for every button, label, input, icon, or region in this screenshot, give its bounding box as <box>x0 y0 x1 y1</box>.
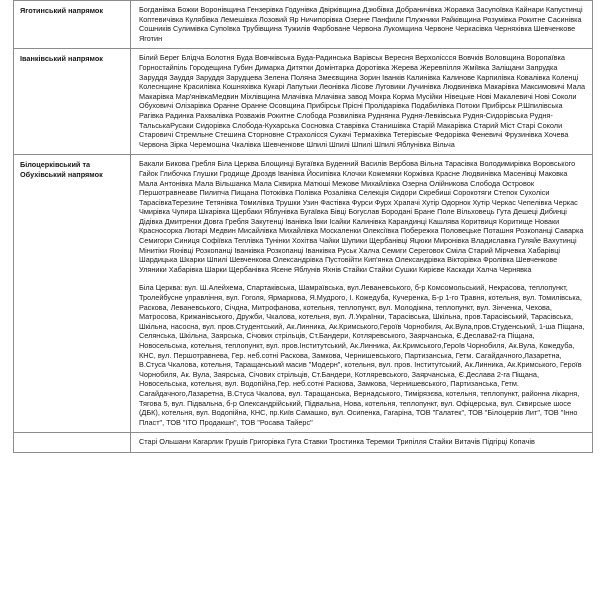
region-name: Яготинський напрямок <box>14 1 131 49</box>
table-row <box>14 1 593 49</box>
settlements-table <box>13 0 593 453</box>
settlements-cell <box>131 155 593 433</box>
table-row <box>14 49 593 155</box>
region-name: Іванківський напрямок <box>14 49 131 155</box>
settlements-cell <box>131 49 593 155</box>
region-name: Білоцерківський та Обухівський напрямок <box>14 155 131 433</box>
settlements-paragraph: Біла Церква: вул. Ш.Алейхема, Спартаківська, Шамраївська, вул.Леваневського, б-р Комсомольський, Некрасова, теплопункт, Тролейбусне управління, вул. Гоголя, Ярмаркова, Я.Мудрого, І. Кожедуба, Кучеренка, Б-р 1-го Травня, котельня, вул. Томилівська, Раскова, Леваневського, Січдна, Митрофанова, котельня, теплопункт, вул. Молодіжна, теплопункт, вул. Зінченка, Чехова, Матросова, Крижанівського, Дружби, Чкалова, котельня, вул. Л.Українки, Тарасівська, Шкільна, пров.Тарасівський, Тарасівська, Шкільна, насосна, вул. пров.Студентський, Ак.Линника, Ак.Кримського,Героїв Чорнобиля, Ак.Вула,пров.Студенський, 1-ша Піщана, Селянська, Шкільна, Заярська, Січових стрільців, Ст.Бандери, Котляревського, Заярчанська, Є.Деслава2-га Піщана, Новосельська, котельня, теплопункт, вул. пров.Інститутський, Ак.Линника, Ак.Кримського,Героїв Чорнобиля, Ак.Вула, Кожедуба, КНС, вул. Першотравнева, Гер. неб.сотні Раскова, Замкова, Чернишевського, Партизанська, Гетм. Сагайдачного,Лазаретна, В.Стуса Чкалова, котельня, Таращанський масив "Модерн", котельня, вул. пров. Інститутський, Ак.Линника, Ак.Кримського, Героїв Чорнобиля, Ак. Вула, Заярська, Січових стрільців, Ст.Бандери, Котляревського, Заярчанська, Є.Деслава 2-га Піщана, Новосельська, котельня, вул. Водопійна,Гер. неб.сотні Раскова, Замкова, Чернишевського, Партизанська, Гетм. Сагайдачного,Лазаретна, В.Стуса Чкалова, вул. Таращанська, Вернадського, Тимірязєва, котельня, теплопункт, районна лікарня, Тягова 5, вул. Підвальна, б-р Олександрійський, Підвальна, Нова, котельня, теплопункт, вул. Офіцерська, вул. Сквирське шосе (ДБК), котельня, вул. Водопійна, КНС, пр.Київ Самашко, вул. Осипенка, Гагаріна, ТОВ "Галатек", ТОВ "Білоцерків Лит", ТОВ "Інно Пласт", ТОВ "ІТО Продакшн", ТОВ "Росава Тайерс" <box>139 283 585 427</box>
settlements-cell <box>131 1 593 49</box>
settlements-paragraph: Білий Берег Блідча Болотня Буда Вовчківська Буда-Радинська Варівськ Вересня Верхоліссся Вовчків Воловщина Воропаївка Горностайпіль Городещина Губин Димарка Дитятки Домінтарка Доротівка Жерева Жеревпілля Жміївка Заліщани Запрудка Заруддя Зауддя Заруддя Зарудцева Зелена Поляна Змеєвщина Зорин Іванків Калинівка Калинове Карпилівка Ковалівка Коленці Колеснщине Красилівка Кошняхівка Кукарі Лапутьки Леонівка Лісове Луговики Лучинівка Людвинівка Макарівка Максимовичі Мала Макарівка Мар'янівкаМедвин Міхлівщина Млачівка Млачівка завод Мокра Корма Мусійки Нівецьке Нові Макалевичі Нові Соколи Обуховичі Олізарівка Оранне Оранне Осовщина Прибірськ Прісні Пролідарівка Подабилівка Потоки Прибірськ Р.Шпилівська Рагівка Радинка Рахвалівка Розважів Рокитне Слобода Розвилівка Руднянка Рудня-Левківська Рудня-Сидорівська Рудня-ТальськаРусаки Сидорівка Слобода-Кухарська Сосновка Ставрівка Станишівка Старій Макарівка Старий Міст Старі Соколи Старовичі Стремльне Стешина Сторновне Страхолісся Сукачі Термахівка Тетерівське Федорівка Феневичі Фрузинівка Хочева Червона Зірка Черемошна Чкалівка Шевченкове Шпилі Шпилі Шпилі Шпилі Яблунівка Вільча <box>139 53 586 149</box>
table-row <box>14 155 593 433</box>
settlements-cell <box>131 433 593 453</box>
settlements-paragraph: Богданівка Божки Воронівщина Гензерівка Годунівка Двірківщина Дзюбівка Добраничівка Жоравка Засупоївка Кайнари Капустинці Коптевичівка Кулябівка Лемешівка Лозовий Яр Ничипорівка Озерне Панфили Плужники Райківщина Розумівка Рокитне Сасинівка Сошників Сулимівка Супоївка Трубівщина Тужилів Фарбоване Червона Лукомщина Червоне Черкасівка Черняхівка Шевченкове Яготин <box>139 5 583 43</box>
region-name <box>14 433 131 453</box>
settlements-paragraph: Старі Ольшани Кагарлик Грушів Григорівка Гута Ставки Тростинка Теремки Трипілля Стайки Витачів Підгірці Копачів <box>139 437 535 447</box>
table-row <box>14 433 593 453</box>
settlements-paragraph: Бакали Бикова Гребля Біла Церква Блощинці Бугаївка Буденний Василів Вербова Вільна Тарасівка Володимирівка Воровського Гайок Глибочка Глушки Гродище Дроздв Іванівка Йосипівка Клочки Кожемяки Коржівка Красне Людвинівка Масенівці Маковка Мала Антонівка Мала Вільшанка Мала Сквирка Матюші Межове Михайлівка Озерна Олійникова Слобода Островок Першотравнеаве Пилипча Пищана Потоківка Полівка Розалівка Селекція Сидори Скребиші Сорокотяги Степок Сухоліси ТарасівкаТерезине Тетянівка Томилівка Трушки Узин Фастівка Фурси Фурх Храпачі Хутір Одорнок Хутір Черкас Чепелівка Черкас Чмирівка Чупира Шкарівка Щербаки Яблунівка Бугаївка Бівці Богуслав Бородані Бране Поле Вільховець Гута Дешеці Дибинці Дідівка Дмитренки Довга Гребля Закутенці Іванівка Ївки Ісайки Калинівка Карандинці Кашлява Коритвиця Коритище Новаки Красносорка Лютарі Медвин Мисайлівка Михайлівка Москаленки Олексіївка Побережка Половецьке Поташня Розкопанці Саварка Семигори Синиця Софіївка Теплівка Тунінки Хохітва Чайки Шупики Щербанівці Яцюки Миронівка Владиславка Гуляйе Вахутинці Мінитіки Яхнівці Розкопанці Іванківка Розкопанці Іванківка Руськ Халча Семиги Сереговок Сміла Старий Мірчевка Хабарівці Шардицька Шкарки Шпилі Шевченкова Олександрівка Пустовійти Кип'янка Олександрівка Вікторівка Фролівка Шевченкове Уляники Хабарівка Шарки Щербанівка Ясене Яблунів Яхнів Стайки Стайки Сушки Кирієве Каскади Халча Чернявка <box>139 159 584 274</box>
